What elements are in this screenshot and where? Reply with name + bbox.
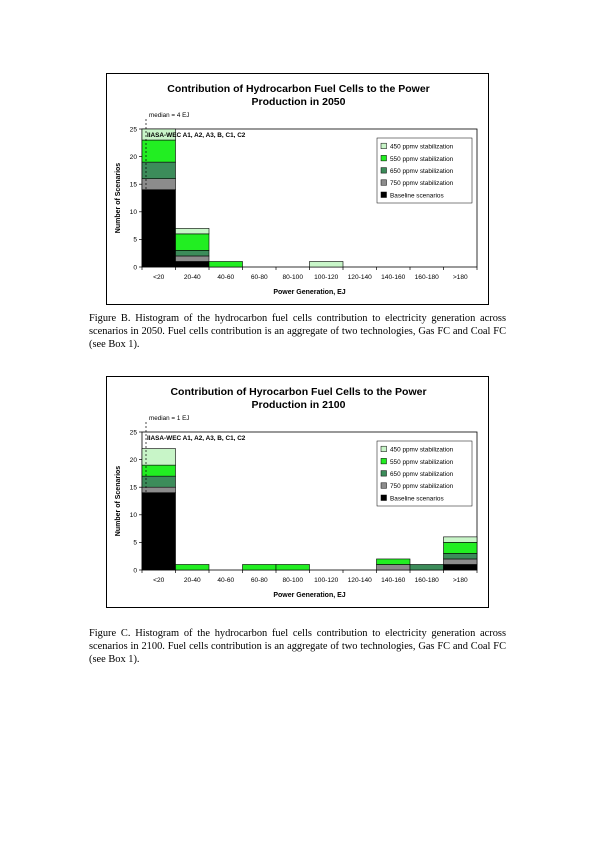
y-tick-label: 25 bbox=[129, 429, 137, 437]
scenario-annotation: IIASA-WEC A1, A2, A3, B, C1, C2 bbox=[147, 435, 246, 442]
x-tick-label: 80-100 bbox=[282, 577, 304, 584]
legend-label: 550 ppmv stabilization bbox=[390, 458, 454, 466]
legend-label: 750 ppmv stabilization bbox=[390, 483, 454, 491]
x-tick-label: 20-40 bbox=[183, 274, 201, 281]
y-axis-label: Number of Scenarios bbox=[115, 162, 122, 234]
chart-title-line-1: Contribution of Hyrocarbon Fuel Cells to the Power bbox=[170, 386, 427, 398]
x-tick-label: <20 bbox=[153, 577, 165, 584]
bar-segment bbox=[176, 228, 210, 234]
chart-title-line-1: Contribution of Hydrocarbon Fuel Cells to the Power bbox=[167, 83, 430, 95]
bar-segment bbox=[142, 487, 176, 493]
figure-b-chart bbox=[106, 73, 489, 305]
x-tick-label: <20 bbox=[153, 274, 165, 281]
x-tick-label: 140-160 bbox=[381, 577, 406, 584]
bar-segment bbox=[142, 465, 176, 476]
legend-label: 450 ppmv stabilization bbox=[390, 143, 454, 151]
legend-label: 550 ppmv stabilization bbox=[390, 155, 454, 163]
legend-swatch bbox=[381, 168, 387, 174]
y-tick-label: 10 bbox=[129, 512, 137, 520]
bar-segment bbox=[444, 553, 478, 559]
x-tick-label: 80-100 bbox=[282, 274, 304, 281]
legend-swatch bbox=[381, 446, 387, 452]
legend-swatch bbox=[381, 458, 387, 464]
bar-segment bbox=[176, 256, 210, 262]
y-tick-label: 15 bbox=[129, 181, 137, 189]
chart-title-line-2: Production in 2050 bbox=[251, 96, 346, 108]
legend-swatch bbox=[381, 180, 387, 186]
figure-b-svg bbox=[107, 74, 490, 306]
x-tick-label: 120-140 bbox=[347, 274, 372, 281]
x-tick-label: 100-120 bbox=[314, 577, 339, 584]
x-tick-label: 40-60 bbox=[217, 577, 235, 584]
y-tick-label: 5 bbox=[133, 236, 137, 244]
bar-segment bbox=[444, 564, 478, 570]
bar-segment bbox=[444, 542, 478, 553]
bar-segment bbox=[142, 476, 176, 487]
bar-segment bbox=[176, 564, 210, 570]
x-tick-label: 160-180 bbox=[414, 274, 439, 281]
bar-segment bbox=[276, 564, 310, 570]
bar-segment bbox=[142, 493, 176, 570]
x-tick-label: 140-160 bbox=[381, 274, 406, 281]
legend-label: 650 ppmv stabilization bbox=[390, 168, 454, 175]
x-axis-label: Power Generation, EJ bbox=[273, 592, 346, 599]
bar-segment bbox=[176, 234, 210, 251]
x-tick-label: 120-140 bbox=[347, 577, 372, 584]
y-tick-label: 5 bbox=[133, 539, 137, 547]
y-tick-label: 20 bbox=[129, 456, 137, 464]
legend-swatch bbox=[381, 143, 387, 149]
bar-segment bbox=[377, 564, 411, 570]
x-tick-label: 160-180 bbox=[414, 577, 439, 584]
legend-swatch bbox=[381, 192, 387, 198]
legend-swatch bbox=[381, 495, 387, 501]
x-tick-label: 60-80 bbox=[250, 577, 268, 584]
legend-swatch bbox=[381, 471, 387, 477]
chart-title-line-2: Production in 2100 bbox=[251, 399, 346, 411]
figure-c-caption: Figure C. Histogram of the hydrocarbon fuel cells contribution to electricity generation across scenarios in 2100. Fuel cells contribution is an aggregate of two technologies, Gas FC and Coal FC (see Box 1). bbox=[89, 628, 506, 665]
bar-segment bbox=[410, 564, 444, 570]
y-tick-label: 25 bbox=[129, 126, 137, 134]
scenario-annotation: IIASA-WEC A1, A2, A3, B, C1, C2 bbox=[147, 132, 246, 139]
bar-segment bbox=[176, 261, 210, 267]
y-tick-label: 0 bbox=[133, 567, 137, 575]
median-label: median = 1 EJ bbox=[149, 415, 190, 422]
bar-segment bbox=[176, 250, 210, 256]
x-tick-label: 100-120 bbox=[314, 274, 339, 281]
bar-segment bbox=[444, 559, 478, 565]
bar-segment bbox=[142, 449, 176, 466]
legend-swatch bbox=[381, 155, 387, 161]
figure-c-svg bbox=[107, 377, 490, 609]
y-tick-label: 15 bbox=[129, 484, 137, 492]
bar-segment bbox=[142, 190, 176, 267]
legend-label: 650 ppmv stabilization bbox=[390, 471, 454, 478]
y-tick-label: 20 bbox=[129, 153, 137, 161]
x-tick-label: 40-60 bbox=[217, 274, 235, 281]
x-tick-label: 60-80 bbox=[250, 274, 268, 281]
figure-c-chart bbox=[106, 376, 489, 608]
y-axis-label: Number of Scenarios bbox=[115, 465, 122, 537]
x-tick-label: >180 bbox=[452, 274, 468, 281]
legend-swatch bbox=[381, 483, 387, 489]
y-tick-label: 10 bbox=[129, 209, 137, 217]
bar-segment bbox=[444, 537, 478, 543]
x-axis-label: Power Generation, EJ bbox=[273, 289, 346, 296]
bar-segment bbox=[377, 559, 411, 565]
x-tick-label: >180 bbox=[452, 577, 468, 584]
legend-label: 750 ppmv stabilization bbox=[390, 180, 454, 188]
figure-b-caption: Figure B. Histogram of the hydrocarbon fuel cells contribution to electricity generation across scenarios in 2050. Fuel cells contribution is an aggregate of two technologies, Gas FC and Coal FC (see Box 1). bbox=[89, 313, 506, 350]
bar-segment bbox=[142, 162, 176, 179]
bar-segment bbox=[142, 179, 176, 190]
bar-segment bbox=[209, 261, 243, 267]
median-label: median = 4 EJ bbox=[149, 112, 190, 119]
bar-segment bbox=[310, 261, 344, 267]
bar-segment bbox=[142, 140, 176, 162]
y-tick-label: 0 bbox=[133, 264, 137, 272]
x-tick-label: 20-40 bbox=[183, 577, 201, 584]
legend-label: Baseline scenarios bbox=[390, 192, 444, 200]
legend-label: Baseline scenarios bbox=[390, 495, 444, 503]
legend-label: 450 ppmv stabilization bbox=[390, 446, 454, 454]
bar-segment bbox=[243, 564, 277, 570]
